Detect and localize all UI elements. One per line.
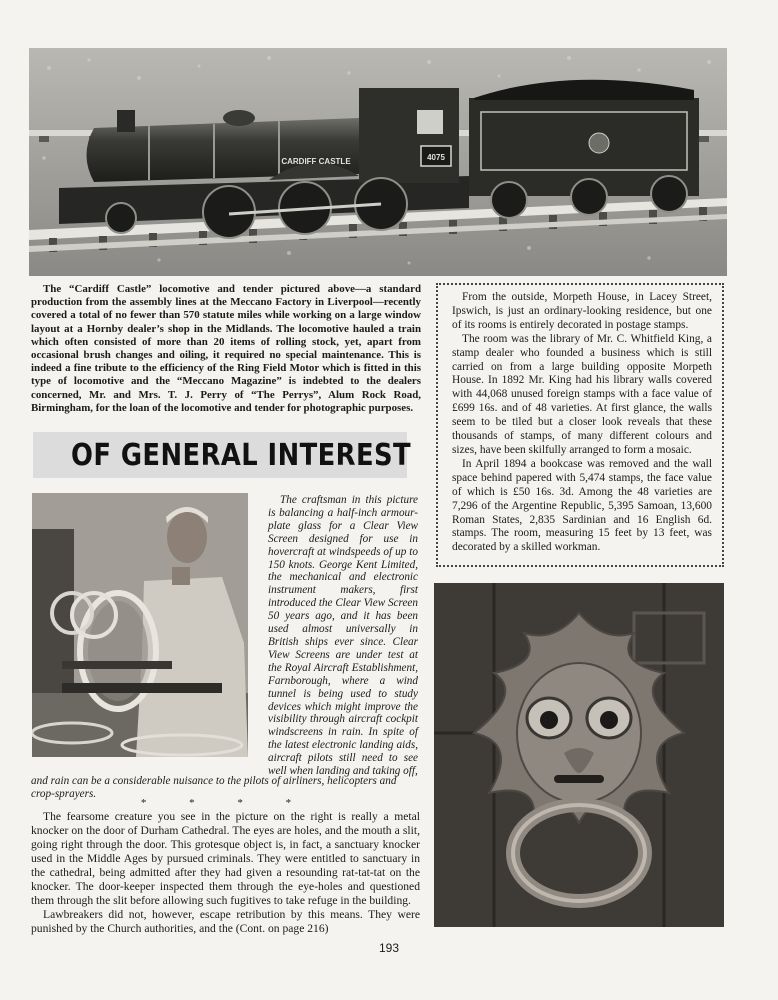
sanctuary-knocker-photo bbox=[434, 583, 724, 927]
section-separator: * * * * bbox=[140, 797, 312, 809]
craftsman-illustration bbox=[32, 493, 248, 757]
stamp-paragraph-3: In April 1894 a bookcase was removed and the wall space behind papered with 5,474 stamps, the face value of which is £50 16s. 3d. Among the 48 varieties are 7,296 of the Argentine Republic, 5,395 Samoan, 13,600 Roman States, 2,835 Sardinian and 16 English 6d. stamps. The room, measuring 15 feet by 13 feet, was decorated by a skilled workman. bbox=[452, 457, 712, 554]
craftsman-caption-tail: and rain can be a considerable nuisance to the pilots of airliners, helicopters and crop-sprayers. bbox=[31, 775, 397, 800]
section-heading-banner bbox=[33, 432, 412, 478]
stamp-paragraph-1: From the outside, Morpeth House, in Lacey Street, Ipswich, is just an ordinary-looking residence, but one of its rooms is entirely decorated in postage stamps. bbox=[452, 291, 712, 331]
number-plate: 4075 bbox=[427, 153, 445, 162]
knocker-story bbox=[31, 810, 420, 936]
page-number: 193 bbox=[378, 941, 400, 955]
caption-paragraph: The “Cardiff Castle” locomotive and tender pictured above—a standard production from the assembly lines at the Meccano Factory in Liverpool—recently covered a total of no fewer than 570 statute miles while working on a large window layout at a Hornby dealer’s shop in the Midlands. The locomotive hauled a train which often consisted of more than 20 items of rolling stock, yet, apart from occasional brush changes and oiling, it required no special maintenance. This is indeed a fine tribute to the efficiency of the Ring Field Motor which is fitted in this type of locomotive and the “Meccano Magazine” is indebted to the dealers concerned, Mr. and Mrs. T. J. Perry of “The Perrys”, Alum Rock Road, Birmingham, for the loan of the locomotive and tender for photographic purposes. bbox=[31, 283, 421, 414]
craftsman-photo bbox=[32, 493, 248, 757]
craftsman-paragraph: The craftsman in this picture is balancing a half-inch armour-plate glass for a Clear View Screen designed for use in hovercraft at windspeeds of up to 150 knots. George Kent Limited, the mechanical and electronic instrument makers, first introduced the Clear View Screen 50 years ago, and it has been used almost universally in British ships ever since. Clear View Screens are under test at the Royal Aircraft Establishment, Farnborough, where a wind tunnel is being used to study devices which might improve the visibility through aircraft cockpit windscreens in rain. In spite of the latest electronic landing aids, aircraft pilots still need to see well when landing and taking off, bbox=[268, 494, 418, 778]
knocker-illustration bbox=[434, 583, 724, 927]
knocker-paragraph-2: Lawbreakers did not, however, escape retribution by this means. They were punished by the Church authorities, and the (Cont. on page 216) bbox=[31, 908, 420, 935]
locomotive-photo bbox=[29, 48, 727, 276]
nameplate: CARDIFF CASTLE bbox=[281, 157, 351, 166]
locomotive-illustration bbox=[29, 48, 727, 276]
knocker-paragraph-1: The fearsome creature you see in the picture on the right is really a metal knocker on the door of Durham Cathedral. The eyes are holes, and the mouth a slit, going right through the door. This grotesque object is, in fact, a sanctuary knocker used in the Middle Ages by pursued criminals. They were entitled to sanctuary in the cathedral, being admitted after they had given a resounding rat-tat-tat on the knocker. The door-keeper inspected them through the eye-holes and questioned them through the slit before allowing such fugitives to take refuge in the building. bbox=[31, 810, 420, 907]
stamp-paragraph-2: The room was the library of Mr. C. Whitfield King, a stamp dealer who founded a business which is still carried on from a large building opposite Morpeth House. In 1892 Mr. King had his library walls covered with 44,068 unused foreign stamps with a face value of £699 16s. and of 48 varieties. At first glance, the walls seem to be tiled but a closer look reveals that these thousands of stamps, of many different colours and sizes, have been skilfully arranged to form a mosaic. bbox=[452, 332, 712, 456]
section-heading: OF GENERAL INTEREST bbox=[71, 437, 412, 473]
craftsman-caption bbox=[268, 494, 418, 778]
stamp-story-box bbox=[436, 283, 724, 567]
locomotive-caption bbox=[31, 283, 421, 415]
